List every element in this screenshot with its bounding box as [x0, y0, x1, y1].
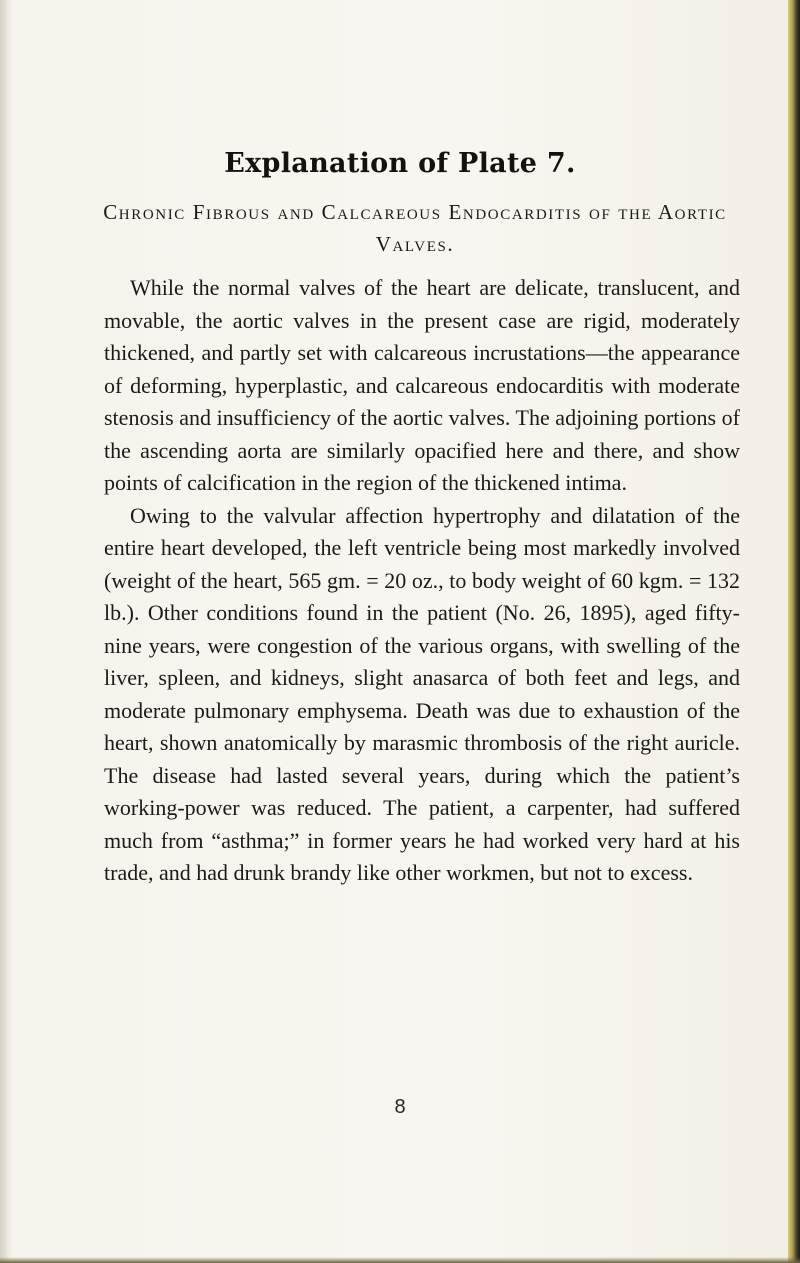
plate-heading: Explanation of Plate 7. — [224, 148, 576, 179]
page-gutter-shadow — [0, 0, 10, 1263]
body-text — [104, 272, 740, 890]
page-binding-edge — [788, 0, 800, 1263]
page-number: 8 — [394, 1096, 406, 1118]
paragraph: While the normal valves of the heart are delicate, translucent, and movable, the aortic valves in the present case are rigid, moderately thickened, and partly set with calcareous incrustations—the appearance of deforming, hyperplastic, and calcareous endocarditis with moderate stenosis and insufficiency of the aortic valves. The adjoining portions of the ascending aorta are similarly opacified here and there, and show points of calcification in the region of the thickened intima. — [104, 275, 740, 495]
paragraph: Owing to the valvular affection hypertrophy and dilatation of the entire heart developed, the left ventricle being most markedly involved (weight of the heart, 565 gm. = 20 oz., to body weight of 60 kgm. = 132 lb.). Other conditions found in the patient (No. 26, 1895), aged fifty-nine years, were congestion of the various organs, with swelling of the liver, spleen, and kidneys, slight anasarca of both feet and legs, and moderate pulmonary emphysema. Death was due to exhaustion of the heart, shown anatomically by marasmic thrombosis of the right auricle. The disease had lasted several years, during which the patient’s working-power was reduced. The patient, a carpenter, had suffered much from “asthma;” in former years he had worked very hard at his trade, and had drunk brandy like other workmen, but not to excess. — [104, 502, 740, 885]
plate-subheading: Chronic Fibrous and Calcareous Endocarditis of the Aortic Valves. — [103, 200, 727, 256]
page-bottom-edge — [0, 1257, 800, 1263]
